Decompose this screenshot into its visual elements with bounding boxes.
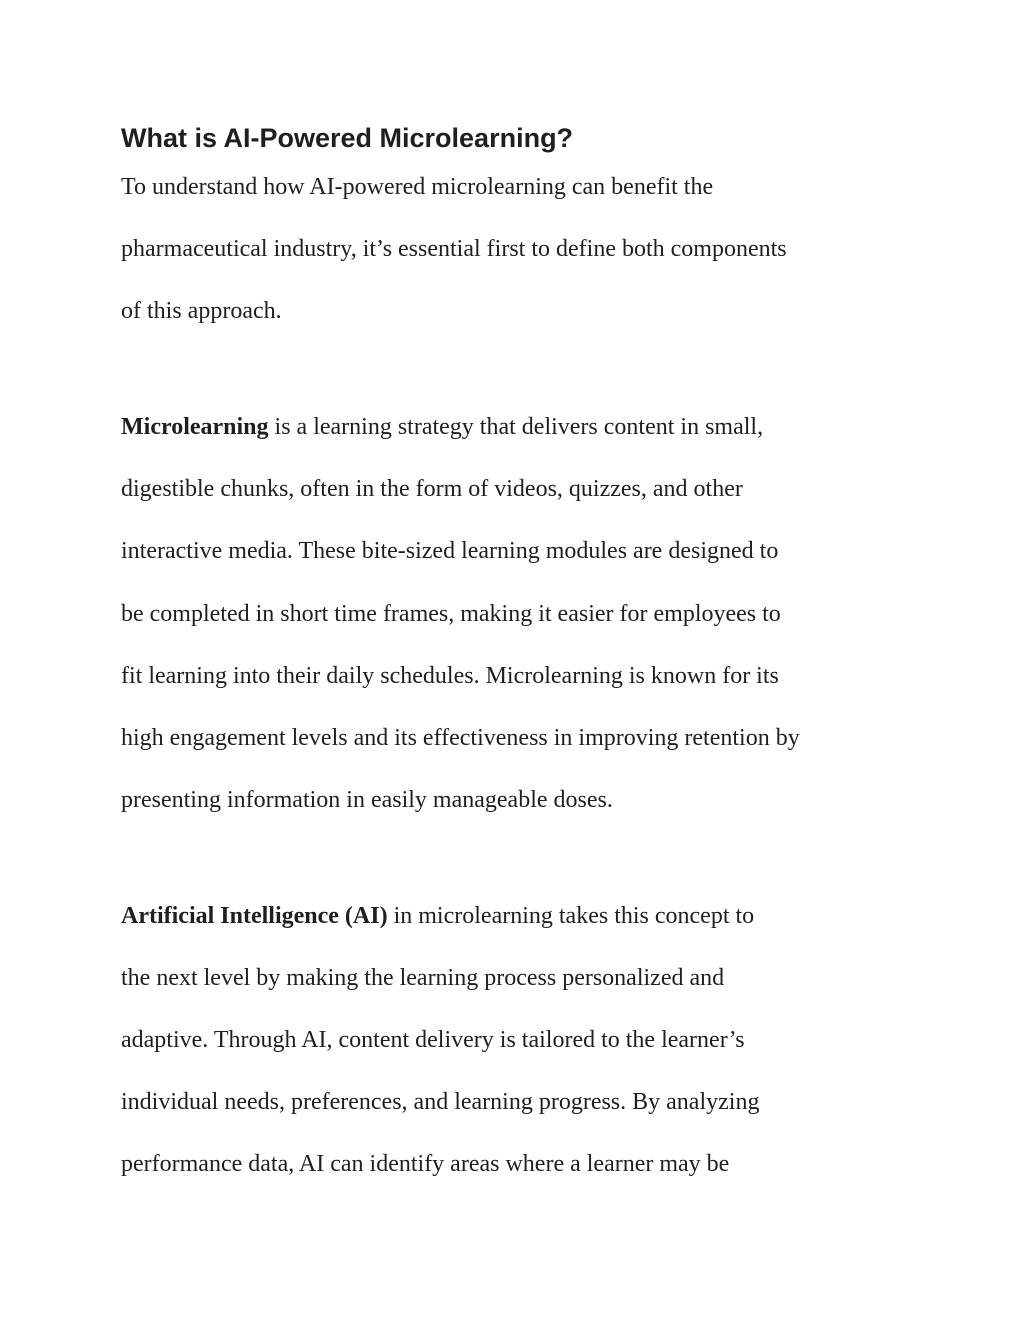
ai-paragraph (121, 901, 911, 1211)
ai-line-1-rest: in microlearning takes this concept to (387, 902, 755, 929)
intro-line-2: pharmaceutical industry, it’s essential first to define both components (121, 236, 787, 263)
microlearning-line-1 (121, 412, 911, 474)
microlearning-line-3: interactive media. These bite-sized learning modules are designed to (121, 538, 779, 565)
microlearning-line-4: be completed in short time frames, making it easier for employees to (121, 600, 781, 627)
microlearning-line-5: fit learning into their daily schedules. Microlearning is known for its (121, 662, 779, 689)
ai-term: Artificial Intelligence (AI) (121, 902, 388, 929)
document-content (121, 118, 911, 1211)
ai-line-2: the next level by making the learning process personalized and (121, 965, 725, 992)
paragraph-spacer (121, 358, 911, 412)
intro-paragraph (121, 172, 911, 358)
intro-line-3: of this approach. (121, 298, 282, 325)
ai-line-4: individual needs, preferences, and learning progress. By analyzing (121, 1089, 760, 1116)
microlearning-line-6: high engagement levels and its effectiveness in improving retention by (121, 724, 800, 751)
microlearning-line-2: digestible chunks, often in the form of videos, quizzes, and other (121, 476, 743, 503)
ai-line-5: performance data, AI can identify areas where a learner may be (121, 1151, 730, 1178)
intro-line-1: To understand how AI-powered microlearning can benefit the (121, 174, 714, 200)
page-title: What is AI-Powered Microlearning? (121, 123, 574, 153)
paragraph-spacer (121, 847, 911, 901)
ai-line-1 (121, 901, 911, 963)
microlearning-term: Microlearning (121, 414, 269, 441)
microlearning-paragraph (121, 412, 911, 847)
ai-line-3: adaptive. Through AI, content delivery is tailored to the learner’s (121, 1027, 745, 1054)
microlearning-line-7: presenting information in easily manageable doses. (121, 786, 613, 813)
microlearning-line-1-rest: is a learning strategy that delivers content in small, (268, 414, 764, 441)
